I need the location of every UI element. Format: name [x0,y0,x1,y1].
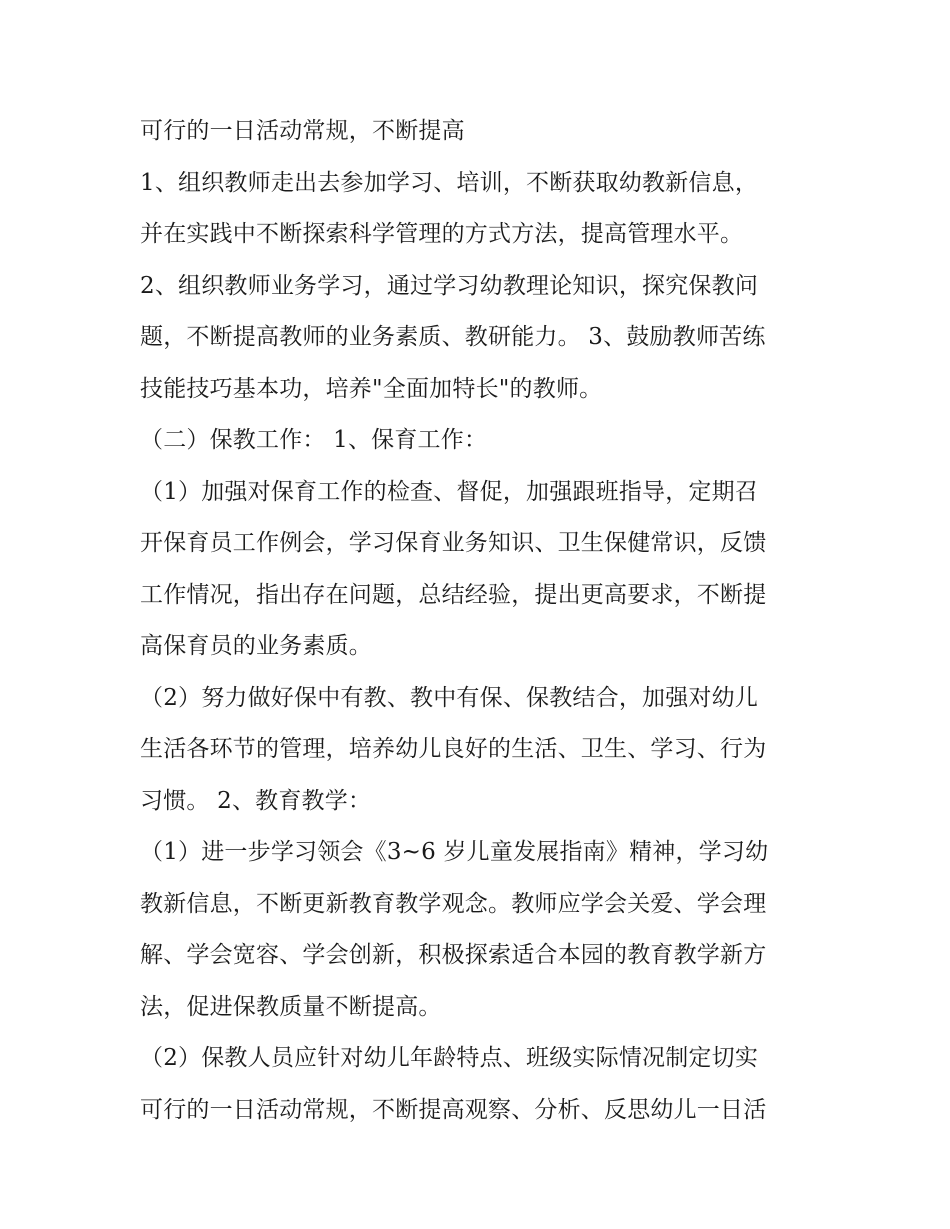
text-line: 1、组织教师走出去参加学习、培训，不断获取幼教新信息， [140,169,759,196]
text-line: 解、学会宽容、学会创新，积极探索适合本园的教育教学新方 [140,942,767,968]
text-line: 教新信息，不断更新教育教学观念。教师应学会关爱、学会理 [140,890,767,917]
text-line: 法，促进保教质量不断提高。 [140,993,442,1020]
text-line: 习惯。 2、教育教学： [140,787,372,814]
text-line: （1）加强对保育工作的检查、督促，加强跟班指导，定期召 [140,478,759,505]
text-line: （2）努力做好保中有教、教中有保、保教结合，加强对幼儿 [140,684,759,711]
text-line: （2）保教人员应针对幼儿年龄特点、班级实际情况制定切实 [140,1045,759,1071]
text-line: 技能技巧基本功，培养"全面加特长"的教师。 [140,375,603,402]
text-line: 工作情况，指出存在问题，总结经验，提出更高要求，不断提 [140,581,767,608]
text-line: 并在实践中不断探索科学管理的方式方法，提高管理水平。 [140,221,744,247]
text-line: 题，不断提高教师的业务素质、教研能力。 3、鼓励教师苦练 [140,324,766,350]
text-line: 2、组织教师业务学习，通过学习幼教理论知识，探究保教问 [140,272,759,299]
text-line: 生活各环节的管理，培养幼儿良好的生活、卫生、学习、行为 [140,736,767,762]
document-body [140,106,820,1136]
text-line: （二）保教工作： 1、保育工作： [140,427,488,453]
text-line: 可行的一日活动常规，不断提高观察、分析、反思幼儿一日活 [140,1096,767,1123]
text-line: 高保育员的业务素质。 [140,633,372,659]
text-line: 开保育员工作例会，学习保育业务知识、卫生保健常识，反馈 [140,530,767,556]
text-line: （1）进一步学习领会《3~6 岁儿童发展指南》精神，学习幼 [140,839,769,865]
text-line: 可行的一日活动常规，不断提高 [140,118,465,144]
